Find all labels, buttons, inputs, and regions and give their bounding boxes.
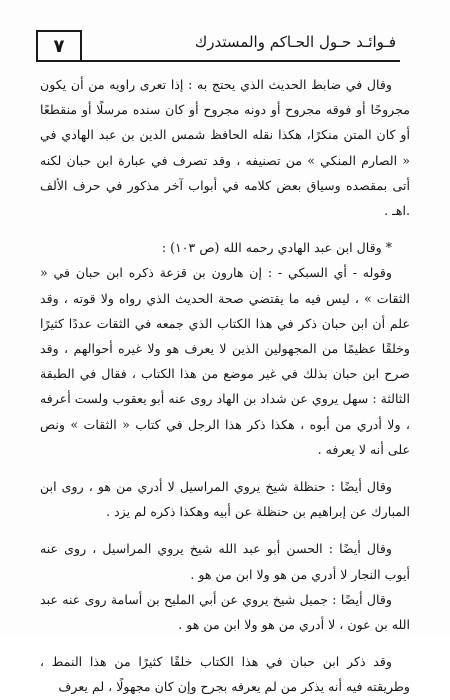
running-title: فـوائـد حـول الحـاكم والمستدرك <box>194 33 396 51</box>
paragraph-hanzala: وقال أيضًا : حنظلة شيخ يروي المراسيل لا أدري من هو ، روى ابن المبارك عن إبراهيم بن حنظلة عن أبيه وهكذا ذكره لم يزد . <box>40 479 410 520</box>
page-number: ٧ <box>36 30 82 62</box>
paragraph-ibn-hibban-method: وقد ذكر ابن حبان في هذا الكتاب خلقًا كثيرًا من هذا النمط ، وطريقته فيه أنه يذكر من لم يعرفه بجرح وإن كان مجهولًا ، لم يعرف <box>40 654 410 695</box>
paragraph-al-hasan: وقال أيضًا : الحسن أبو عبد الله شيخ يروي المراسيل ، روى عنه أيوب النجار لا أدري من هو ولا ابن من هو . <box>40 541 410 582</box>
paragraph-jamil: وقال أيضًا : جميل شيخ يروي عن أبي المليح بن أسامة روى عنه عبد الله بن عون ، لا أدري من هو ولا ابن من هو . <box>40 591 410 633</box>
paragraph-ibn-hibban-quote: وقال في ضابط الحديث الذي يحتج به : إذا تعرى راويه من أن يكون مجروحًا أو فوقه مجروح أو دونه مجروح أو كان سنده مرسلًا أو منقطعًا أو كان المتن منكرًا، هكذا نقله الحافظ شمس الدين بن عبد الهادي في « الصارم المنكي » من تصنيفه ، وقد تصرف في عبارة ابن حبان لكنه أتى بمقصده وسياق بعض كلامه في أبواب آخر مذكور في حرف الألف .اهـ . <box>40 77 410 219</box>
header-rule <box>82 60 400 62</box>
page-header <box>36 30 400 64</box>
body-text <box>40 72 410 700</box>
section-heading-ibn-abd-al-hadi: * وقال ابن عبد الهادي رحمه الله (ص ١٠٣) : <box>161 240 392 256</box>
paragraph-subki-response: وقوله - أي السبكي - : إن هارون بن قزعة ذكره ابن حبان في « الثقات » ، ليس فيه ما يقتضي صحة الحديث الذي رواه ولا قوته ، وقد علم أن ابن حبان ذكر في هذا الكتاب الذي جمعه في الثقات عددًا كثيرًا وخلقًا عظيمًا من المجهولين الذين لا يعرف هو ولا غيره أحوالهم ، وقد صرح ابن حبان بذلك في غير موضع من هذا الكتاب ، فقال في الطبقة الثالثة : سهل يروي عن شداد بن الهاد روى عنه أبو يعقوب ولست أعرفه ، ولا أدري من أبوه ، هكذا ذكر هذا الرجل في كتاب « الثقات » ونص على أنه لا يعرفه . <box>40 265 410 457</box>
